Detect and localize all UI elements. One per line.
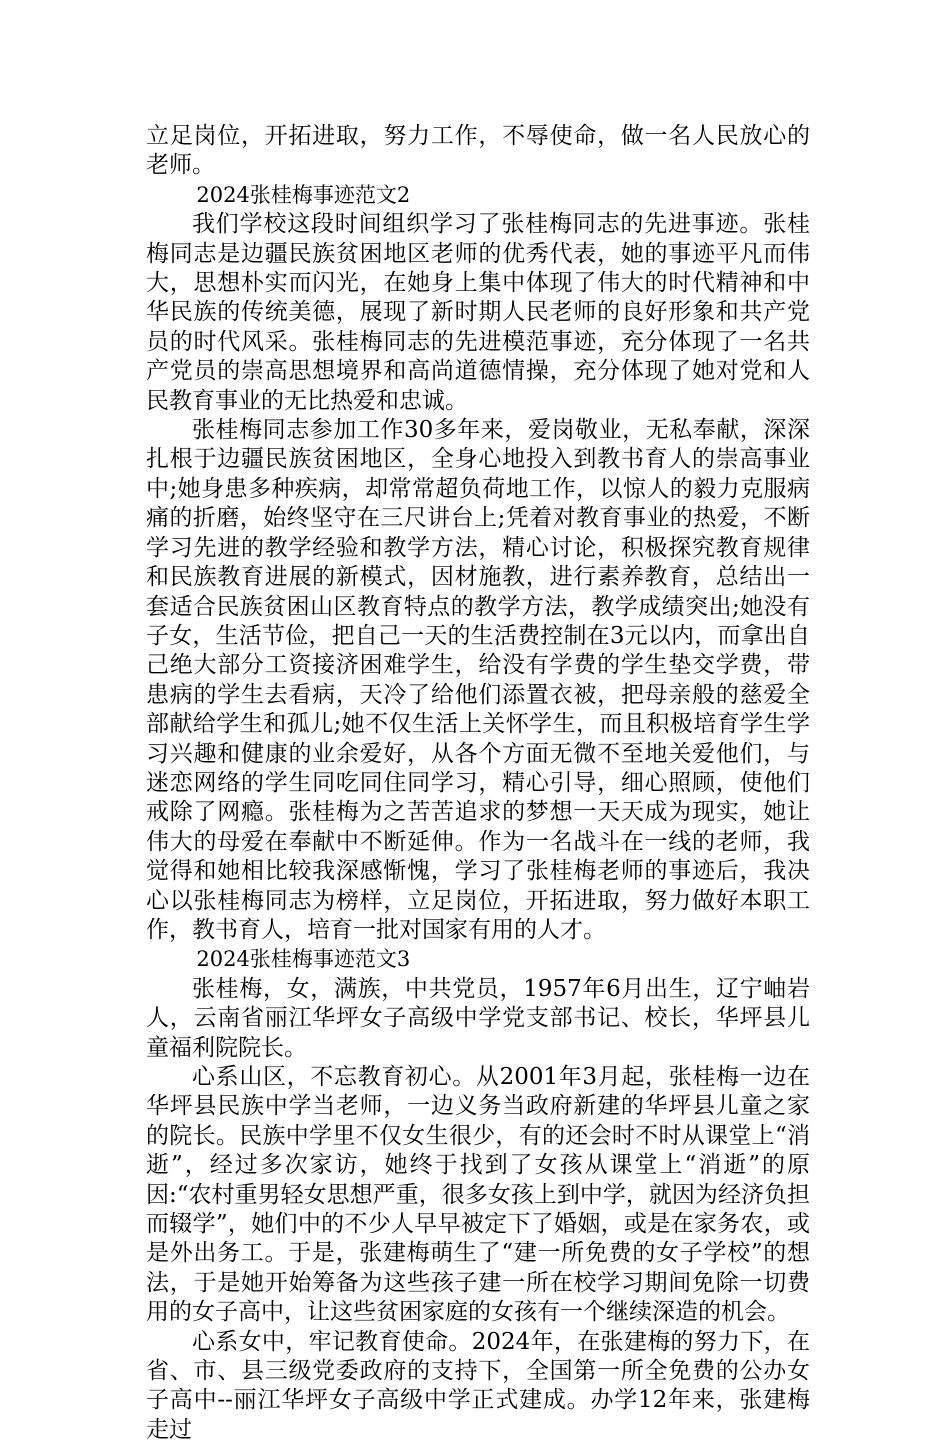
paragraph: 心系女中，牢记教育使命。2024年，在张建梅的努力下，在省、市、县三级党委政府的支持下，全国第一所全免费的公办女子高中--丽江华坪女子高级中学正式建成。办学12年来，张建梅走过	[146, 1328, 810, 1443]
paragraph-continued: 立足岗位，开拓进取，努力工作，不辱使命，做一名人民放心的老师。	[146, 123, 810, 179]
section-heading-2: 2024张桂梅事迹范文2	[196, 182, 411, 207]
section-heading-3: 2024张桂梅事迹范文3	[196, 947, 411, 972]
paragraph: 张桂梅，女，满族，中共党员，1957年6月出生，辽宁岫岩人，云南省丽江华坪女子高级中学党支部书记、校长，华坪县儿童福利院院长。	[146, 975, 810, 1061]
paragraph: 心系山区，不忘教育初心。从2001年3月起，张桂梅一边在华坪县民族中学当老师，一边义务当政府新建的华坪县儿童之家的院长。民族中学里不仅女生很少，有的还会时不时从课堂上“消逝”，经过多次家访，她终于找到了女孩从课堂上“消逝”的原因:“农村重男轻女思想严重，很多女孩上到中学，就因为经济负担而辍学”，她们中的不少人早早被定下了婚姻，或是在家务农，或是外出务工。于是，张建梅萌生了“建一所免费的女子学校”的想法，于是她开始筹备为这些孩子建一所在校学习期间免除一切费用的女子高中，让这些贫困家庭的女孩有一个继续深造的机会。	[146, 1064, 810, 1326]
paragraph: 张桂梅同志参加工作30多年来，爱岗敬业，无私奉献，深深扎根于边疆民族贫困地区，全身心地投入到教书育人的崇高事业中;她身患多种疾病，却常常超负荷地工作，以惊人的毅力克服病痛的折磨，始终坚守在三尺讲台上;凭着对教育事业的热爱，不断学习先进的教学经验和教学方法，精心讨论，积极探究教育规律和民族教育进展的新模式，因材施教，进行素养教育，总结出一套适合民族贫困山区教育特点的教学方法，教学成绩突出;她没有子女，生活节俭，把自己一天的生活费控制在3元以内，而拿出自己绝大部分工资接济困难学生，给没有学费的学生垫交学费，带患病的学生去看病，天冷了给他们添置衣被，把母亲般的慈爱全部献给学生和孤儿;她不仅生活上关怀学生，而且积极培育学生学习兴趣和健康的业余爱好，从各个方面无微不至地关爱他们，与迷恋网络的学生同吃同住同学习，精心引导，细心照顾，使他们戒除了网瘾。张桂梅为之苦苦追求的梦想一天天成为现实，她让伟大的母爱在奉献中不断延伸。作为一名战斗在一线的老师，我觉得和她相比较我深感惭愧，学习了张桂梅老师的事迹后，我决心以张桂梅同志为榜样，立足岗位，开拓进取，努力做好本职工作，教书育人，培育一批对国家有用的人才。	[146, 417, 810, 943]
paragraph: 我们学校这段时间组织学习了张桂梅同志的先进事迹。张桂梅同志是边疆民族贫困地区老师的优秀代表，她的事迹平凡而伟大，思想朴实而闪光，在她身上集中体现了伟大的时代精神和中华民族的传统美德，展现了新时期人民老师的良好形象和共产党员的时代风采。张桂梅同志的先进模范事迹，充分体现了一名共产党员的崇高思想境界和高尚道德情操，充分体现了她对党和人民教育事业的无比热爱和忠诚。	[146, 211, 810, 414]
document-page	[146, 122, 810, 1445]
